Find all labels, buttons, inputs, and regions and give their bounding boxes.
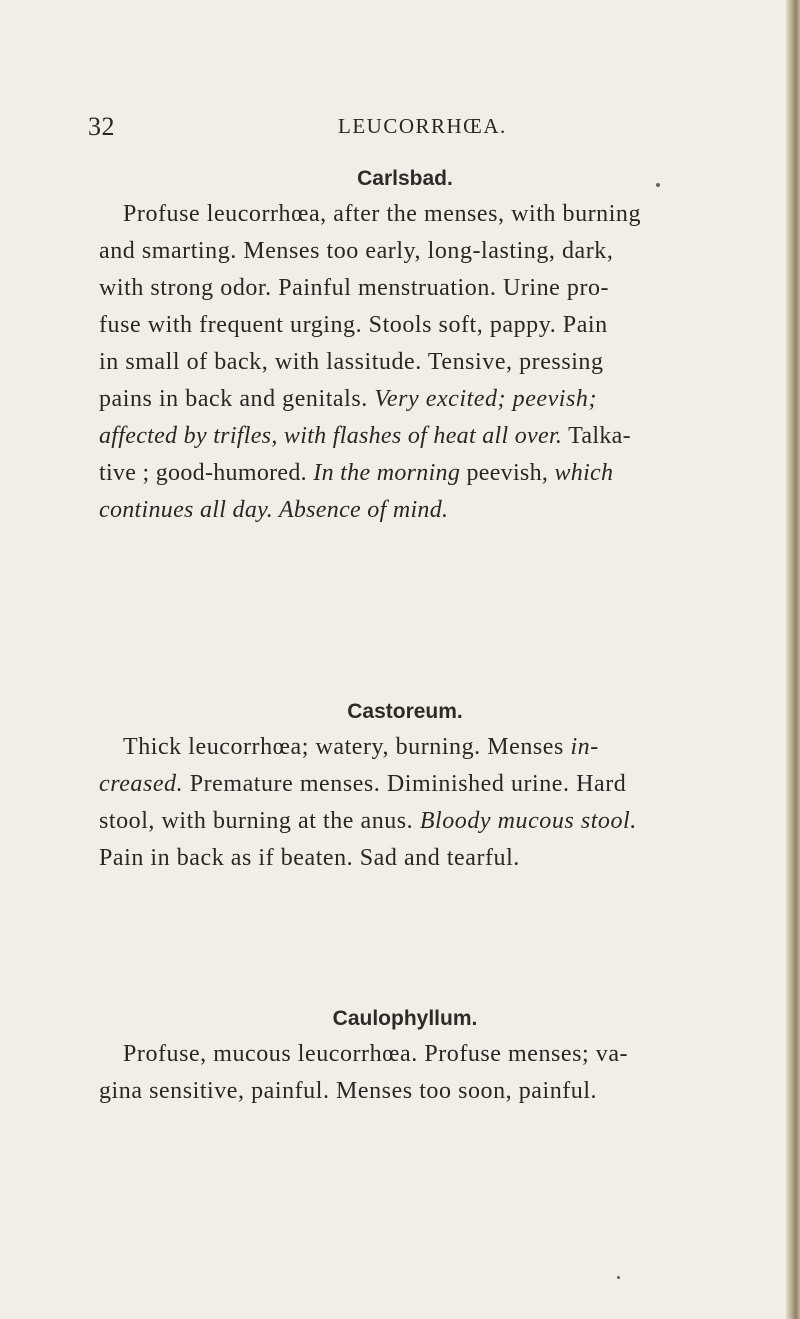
text-line (99, 381, 705, 418)
italic-text: which (554, 460, 614, 486)
text-span: tive ; good-humored. (99, 460, 307, 486)
text-line: with strong odor. Painful menstruation. Urine pro- (99, 275, 610, 301)
text-line: and smarting. Menses too early, long-lasting, dark, (99, 238, 614, 264)
text-span: pains in back and genitals. (99, 386, 368, 412)
page-edge (786, 0, 800, 1319)
italic-text: Very excited; peevish; (374, 386, 597, 412)
page-number: 32 (88, 112, 115, 141)
section-caulophyllum (99, 1007, 705, 1110)
text-span: stool, with burning at the anus. (99, 808, 414, 834)
section-heading: Carlsbad. (357, 167, 453, 190)
section-carlsbad (99, 167, 705, 529)
running-head (88, 112, 716, 142)
text-line: Pain in back as if beaten. Sad and tearful. (99, 845, 520, 871)
text-span: Talka- (568, 423, 631, 449)
text-line: Profuse leucorrhœa, after the menses, with burning (123, 201, 642, 227)
ink-speck (656, 183, 660, 187)
section-heading: Castoreum. (347, 700, 463, 723)
italic-text: creased. (99, 771, 184, 797)
text-span: peevish, (466, 460, 549, 486)
italic-text: Bloody mucous stool. (419, 808, 637, 834)
ink-speck (617, 1276, 620, 1279)
text-span: Premature menses. Diminished urine. Hard (189, 771, 627, 797)
section-castoreum (99, 700, 705, 877)
text-line (99, 492, 705, 529)
text-span: Thick leucorrhœa; watery, burning. Menses (123, 734, 564, 760)
running-title: LEUCORRHŒA. (338, 114, 507, 138)
text-line (99, 455, 705, 492)
text-line (99, 803, 705, 840)
text-line (99, 418, 705, 455)
text-line: in small of back, with lassitude. Tensive, pressing (99, 349, 604, 375)
section-heading: Caulophyllum. (332, 1007, 478, 1030)
text-line: gina sensitive, painful. Menses too soon, painful. (99, 1078, 598, 1104)
text-line: fuse with frequent urging. Stools soft, pappy. Pain (99, 312, 608, 338)
italic-text: affected by trifles, with flashes of heat all over. (99, 423, 563, 449)
text-line (99, 729, 705, 766)
italic-text: in- (570, 734, 599, 760)
italic-text: In the morning (313, 460, 461, 486)
text-line (99, 766, 705, 803)
text-line: Profuse, mucous leucorrhœa. Profuse menses; va- (123, 1041, 629, 1067)
italic-text: continues all day. Absence of mind. (99, 497, 449, 523)
